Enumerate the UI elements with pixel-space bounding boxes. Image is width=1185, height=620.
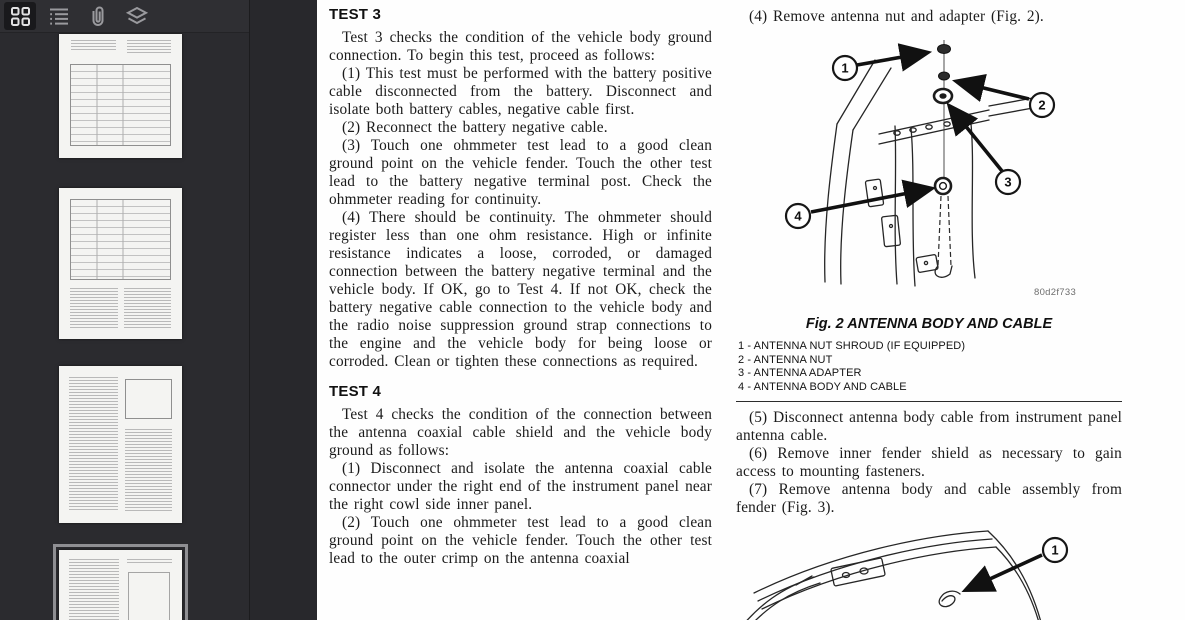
thumbnail-text-lines xyxy=(127,559,173,566)
sidebar-toolbar xyxy=(0,0,249,33)
step-4-text: (4) Remove antenna nut and adapter (Fig. 2). xyxy=(749,8,1044,25)
antenna-nut-part xyxy=(939,72,950,80)
legend-item-3: 3 - ANTENNA ADAPTER xyxy=(738,367,862,379)
thumbnail-page-2[interactable] xyxy=(59,188,182,339)
thumbnails-icon xyxy=(10,6,31,27)
test3-paragraph-2: (1) This test must be performed with the battery positive cable disconnected from the battery. Disconnect and isolate both battery cables, negative cable first. xyxy=(329,65,712,118)
thumbnail-text-lines xyxy=(125,429,172,512)
test4-heading: TEST 4 xyxy=(329,383,382,400)
viewer-area[interactable] xyxy=(250,0,1185,620)
thumbnail-panel[interactable] xyxy=(0,33,249,620)
left-column xyxy=(329,6,712,568)
legend-divider xyxy=(736,401,1122,402)
svg-text:2: 2 xyxy=(1038,97,1046,113)
attachments-button[interactable] xyxy=(82,2,114,30)
thumbnail-diagram xyxy=(125,379,172,420)
figure-3-callouts xyxy=(1043,538,1067,562)
svg-text:1: 1 xyxy=(841,60,849,76)
sidebar xyxy=(0,0,250,620)
thumbnail-figure xyxy=(128,572,170,620)
thumbnail-text-lines xyxy=(70,288,118,330)
figure-3-fender-drawing xyxy=(736,527,1122,620)
legend-item-4: 4 - ANTENNA BODY AND CABLE xyxy=(738,380,907,393)
thumbnail-page-3[interactable] xyxy=(59,366,182,523)
legend-item-2: 2 - ANTENNA NUT xyxy=(738,353,833,366)
layers-icon xyxy=(126,6,148,26)
svg-text:3: 3 xyxy=(1004,174,1012,190)
procedure-steps xyxy=(736,409,1122,517)
antenna-cable-end xyxy=(939,591,960,606)
step-6-text: (6) Remove inner fender shield as necessary to gain access to mounting fasteners. xyxy=(736,445,1122,480)
thumbnail-text-lines xyxy=(69,377,118,512)
outline-icon xyxy=(48,6,70,26)
thumbnail-text-lines xyxy=(124,288,171,330)
figure-2-code: 80d2f733 xyxy=(1034,287,1077,298)
attachments-icon xyxy=(89,5,107,27)
svg-text:4: 4 xyxy=(794,208,802,224)
document-page xyxy=(317,0,1185,620)
thumbnails-view-button[interactable] xyxy=(4,2,36,30)
figure-2-antenna-body-drawing xyxy=(779,38,1111,296)
test3-paragraph-5: (4) There should be continuity. The ohmmeter should register less than one ohm resistance. High or infinite resistance indicates a loose, corroded, or damaged connection between the battery negative terminal and the vehicle body. If OK, go to Test 4. If not OK, check the battery negative cable connection to the vehicle body and the radio noise suppression ground strap connections to the engine and the vehicle body for being loose or corroded. Clean or tighten these connections as required. xyxy=(329,209,712,370)
svg-text:1: 1 xyxy=(1051,542,1059,558)
step-7-text: (7) Remove antenna body and cable assembly from fender (Fig. 3). xyxy=(736,481,1122,516)
test3-heading: TEST 3 xyxy=(329,6,382,23)
figure-2-legend xyxy=(738,340,965,394)
thumbnail-page-1[interactable] xyxy=(59,34,182,158)
figure-2-callouts xyxy=(786,56,1054,228)
thumbnail-text-lines xyxy=(127,40,171,52)
right-column xyxy=(736,6,1122,614)
layers-button[interactable] xyxy=(121,2,153,30)
antenna-grommet-part xyxy=(935,178,951,194)
test3-paragraph-4: (3) Touch one ohmmeter test lead to a good clean ground point on the vehicle fender. Touch the other test lead to the battery negative terminal post. Check the ohmmeter reading for continuity. xyxy=(329,137,712,208)
thumbnail-table xyxy=(70,64,171,146)
antenna-nut-shroud-part xyxy=(938,45,951,54)
test3-paragraph-3: (2) Reconnect the battery negative cable. xyxy=(342,119,608,136)
test4-paragraph-3: (2) Touch one ohmmeter test lead to a good clean ground point on the vehicle fender. Touch the other test lead to the outer crimp on the antenna coaxial xyxy=(329,514,712,567)
test4-paragraph-1: Test 4 checks the condition of the connection between the antenna coaxial cable shield and the vehicle body ground as follows: xyxy=(329,406,712,459)
thumbnail-page-4[interactable] xyxy=(59,550,182,620)
test3-paragraph-1: Test 3 checks the condition of the vehicle body ground connection. To begin this test, proceed as follows: xyxy=(329,29,712,64)
thumbnail-text-lines xyxy=(71,40,115,50)
thumbnail-text-lines xyxy=(69,559,119,620)
figure-2-caption: Fig. 2 ANTENNA BODY AND CABLE xyxy=(805,316,1053,332)
test4-paragraph-2: (1) Disconnect and isolate the antenna coaxial cable connector under the right end of the instrument panel near the right cowl side inner panel. xyxy=(329,460,712,513)
step-5-text: (5) Disconnect antenna body cable from instrument panel antenna cable. xyxy=(736,409,1122,444)
outline-view-button[interactable] xyxy=(43,2,75,30)
thumbnail-table xyxy=(70,199,171,281)
legend-item-1: 1 - ANTENNA NUT SHROUD (IF EQUIPPED) xyxy=(738,340,966,352)
